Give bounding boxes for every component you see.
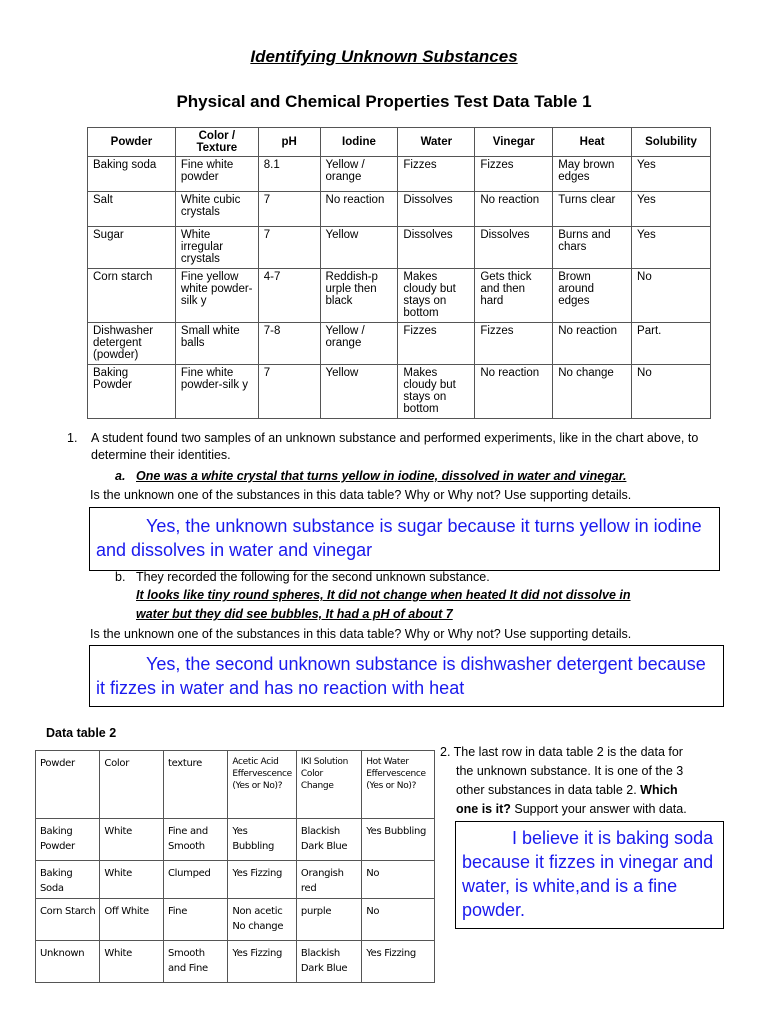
- table1-cell: Yes: [632, 157, 711, 192]
- table2-cell: Fine: [163, 899, 227, 941]
- table1-cell: Baking soda: [88, 157, 176, 192]
- question-2-line1: 2. The last row in data table 2 is the data for: [440, 745, 683, 759]
- answer-2-box[interactable]: I believe it is baking soda because it fizzes in vinegar and water, is white,and is a fine powder.: [455, 821, 724, 929]
- table1-cell: 7: [258, 192, 320, 227]
- table-row: [88, 227, 711, 269]
- table1-cell: Gets thick and then hard: [475, 269, 553, 323]
- table1-cell: Reddish-p urple then black: [320, 269, 398, 323]
- table1-header-row: [88, 128, 711, 157]
- table1-cell: Brown around edges: [553, 269, 632, 323]
- table1-cell: Corn starch: [88, 269, 176, 323]
- question-2-line2: the unknown substance. It is one of the 3: [456, 764, 684, 778]
- table1-cell: Sugar: [88, 227, 176, 269]
- question-1-text: A student found two samples of an unknown substance and performed experiments, like in the chart above, to determine their identities.: [91, 431, 699, 462]
- table1-cell: Salt: [88, 192, 176, 227]
- table-row: [88, 269, 711, 323]
- table2-cell: Yes Fizzing: [228, 861, 297, 899]
- table1-cell: 7: [258, 365, 320, 419]
- table2-cell: No: [362, 861, 435, 899]
- table1-cell: Fizzes: [398, 157, 475, 192]
- answer-1a-box[interactable]: Yes, the unknown substance is sugar because it turns yellow in iodine and dissolves in water and vinegar: [89, 507, 720, 571]
- table2-cell: Baking Powder: [36, 819, 100, 861]
- table1-cell: Makes cloudy but stays on bottom: [398, 269, 475, 323]
- question-2-line4-text: Support your answer with data.: [514, 802, 687, 816]
- table1-cell: Burns and chars: [553, 227, 632, 269]
- table2-header-cell: Acetic Acid Effervescence (Yes or No)?: [228, 751, 297, 819]
- data-table-2: [35, 750, 435, 983]
- table1-cell: 8.1: [258, 157, 320, 192]
- table2-header-cell: IKI Solution Color Change: [296, 751, 361, 819]
- table1-header-cell: Iodine: [320, 128, 398, 157]
- table1-cell: Part.: [632, 323, 711, 365]
- table2-cell: White: [100, 861, 164, 899]
- table2-cell: Yes Bubbling: [228, 819, 297, 861]
- table2-header-cell: Hot Water Effervescence (Yes or No)?: [362, 751, 435, 819]
- question-1a-label: a.: [115, 469, 126, 483]
- data-table-1: [87, 127, 711, 419]
- table1-cell: Yes: [632, 192, 711, 227]
- question-1b-label: b.: [115, 570, 126, 584]
- question-1a-prompt: Is the unknown one of the substances in this data table? Why or Why not? Use supporting details.: [90, 488, 632, 502]
- table1-cell: White cubic crystals: [175, 192, 258, 227]
- table2-cell: Baking Soda: [36, 861, 100, 899]
- table1-cell: White irregular crystals: [175, 227, 258, 269]
- table1-cell: Fine white powder-silk y: [175, 365, 258, 419]
- table1-header-cell: Heat: [553, 128, 632, 157]
- table2-header-cell: Color: [100, 751, 164, 819]
- table-row: [88, 192, 711, 227]
- table1-cell: No reaction: [475, 365, 553, 419]
- table2-cell: Non acetic No change: [228, 899, 297, 941]
- table1-title: Physical and Chemical Properties Test Data Table 1: [176, 92, 592, 111]
- question-2-line3-text: other substances in data table 2.: [456, 783, 637, 797]
- table1-header-cell: Water: [398, 128, 475, 157]
- table-row: [36, 861, 435, 899]
- question-1a-text: One was a white crystal that turns yellow in iodine, dissolved in water and vinegar.: [136, 469, 627, 483]
- table1-cell: Yellow: [320, 365, 398, 419]
- question-2-bold-one-is-it: one is it?: [456, 802, 511, 816]
- table2-cell: Fine and Smooth: [163, 819, 227, 861]
- table2-cell: Blackish Dark Blue: [296, 819, 361, 861]
- page-title: Identifying Unknown Substances: [250, 47, 518, 66]
- question-2-line4: [456, 801, 687, 818]
- table1-header-cell: Color / Texture: [175, 128, 258, 157]
- table-row: [88, 323, 711, 365]
- table1-cell: Fizzes: [475, 157, 553, 192]
- table1-cell: Dishwasher detergent (powder): [88, 323, 176, 365]
- table1-cell: 4-7: [258, 269, 320, 323]
- table1-cell: Turns clear: [553, 192, 632, 227]
- table1-cell: Yellow / orange: [320, 157, 398, 192]
- table1-cell: Small white balls: [175, 323, 258, 365]
- question-1b-text: They recorded the following for the second unknown substance.: [136, 570, 490, 584]
- question-1b-prompt: Is the unknown one of the substances in this data table? Why or Why not? Use supporting details.: [90, 627, 632, 641]
- table1-cell: Yellow / orange: [320, 323, 398, 365]
- table2-cell: Clumped: [163, 861, 227, 899]
- table-row: [88, 157, 711, 192]
- table-row: [36, 941, 435, 983]
- table2-header-cell: Powder: [36, 751, 100, 819]
- table2-cell: Unknown: [36, 941, 100, 983]
- table1-cell: Dissolves: [398, 192, 475, 227]
- table2-header-row: [36, 751, 435, 819]
- table-row: [36, 899, 435, 941]
- table-row: [88, 365, 711, 419]
- question-1b-observation-line2: water but they did see bubbles, It had a pH of about 7: [136, 607, 453, 621]
- table1-cell: Fine white powder: [175, 157, 258, 192]
- question-2-line3: [456, 782, 678, 799]
- question-2-bold-which: Which: [640, 783, 678, 797]
- table1-cell: No change: [553, 365, 632, 419]
- table1-header-cell: pH: [258, 128, 320, 157]
- table1-cell: Baking Powder: [88, 365, 176, 419]
- question-1b-observation-line1: It looks like tiny round spheres, It did not change when heated It did not dissolve in: [136, 588, 631, 602]
- table1-header-cell: Vinegar: [475, 128, 553, 157]
- question-1-number: 1.: [67, 431, 78, 445]
- table1-header-cell: Solubility: [632, 128, 711, 157]
- table2-cell: Blackish Dark Blue: [296, 941, 361, 983]
- table1-cell: No: [632, 269, 711, 323]
- table1-cell: No reaction: [475, 192, 553, 227]
- table2-cell: White: [100, 941, 164, 983]
- table1-cell: Fine yellow white powder-silk y: [175, 269, 258, 323]
- table2-caption: Data table 2: [46, 726, 117, 740]
- table2-cell: No: [362, 899, 435, 941]
- table1-cell: 7: [258, 227, 320, 269]
- table2-cell: Off White: [100, 899, 164, 941]
- table1-cell: May brown edges: [553, 157, 632, 192]
- table2-cell: Yes Bubbling: [362, 819, 435, 861]
- table1-cell: Yes: [632, 227, 711, 269]
- table1-cell: No: [632, 365, 711, 419]
- table2-cell: Orangish red: [296, 861, 361, 899]
- table2-cell: Smooth and Fine: [163, 941, 227, 983]
- table2-cell: White: [100, 819, 164, 861]
- table2-cell: Corn Starch: [36, 899, 100, 941]
- table1-cell: Dissolves: [475, 227, 553, 269]
- table1-cell: Makes cloudy but stays on bottom: [398, 365, 475, 419]
- table1-cell: No reaction: [553, 323, 632, 365]
- table1-cell: 7-8: [258, 323, 320, 365]
- table1-cell: No reaction: [320, 192, 398, 227]
- table1-cell: Dissolves: [398, 227, 475, 269]
- answer-1b-box[interactable]: Yes, the second unknown substance is dishwasher detergent because it fizzes in water and has no reaction with heat: [89, 645, 724, 707]
- table1-cell: Yellow: [320, 227, 398, 269]
- table1-cell: Fizzes: [398, 323, 475, 365]
- table1-header-cell: Powder: [88, 128, 176, 157]
- table-row: [36, 819, 435, 861]
- table1-cell: Fizzes: [475, 323, 553, 365]
- table2-cell: Yes Fizzing: [228, 941, 297, 983]
- table2-header-cell: texture: [163, 751, 227, 819]
- table2-cell: purple: [296, 899, 361, 941]
- table2-cell: Yes Fizzing: [362, 941, 435, 983]
